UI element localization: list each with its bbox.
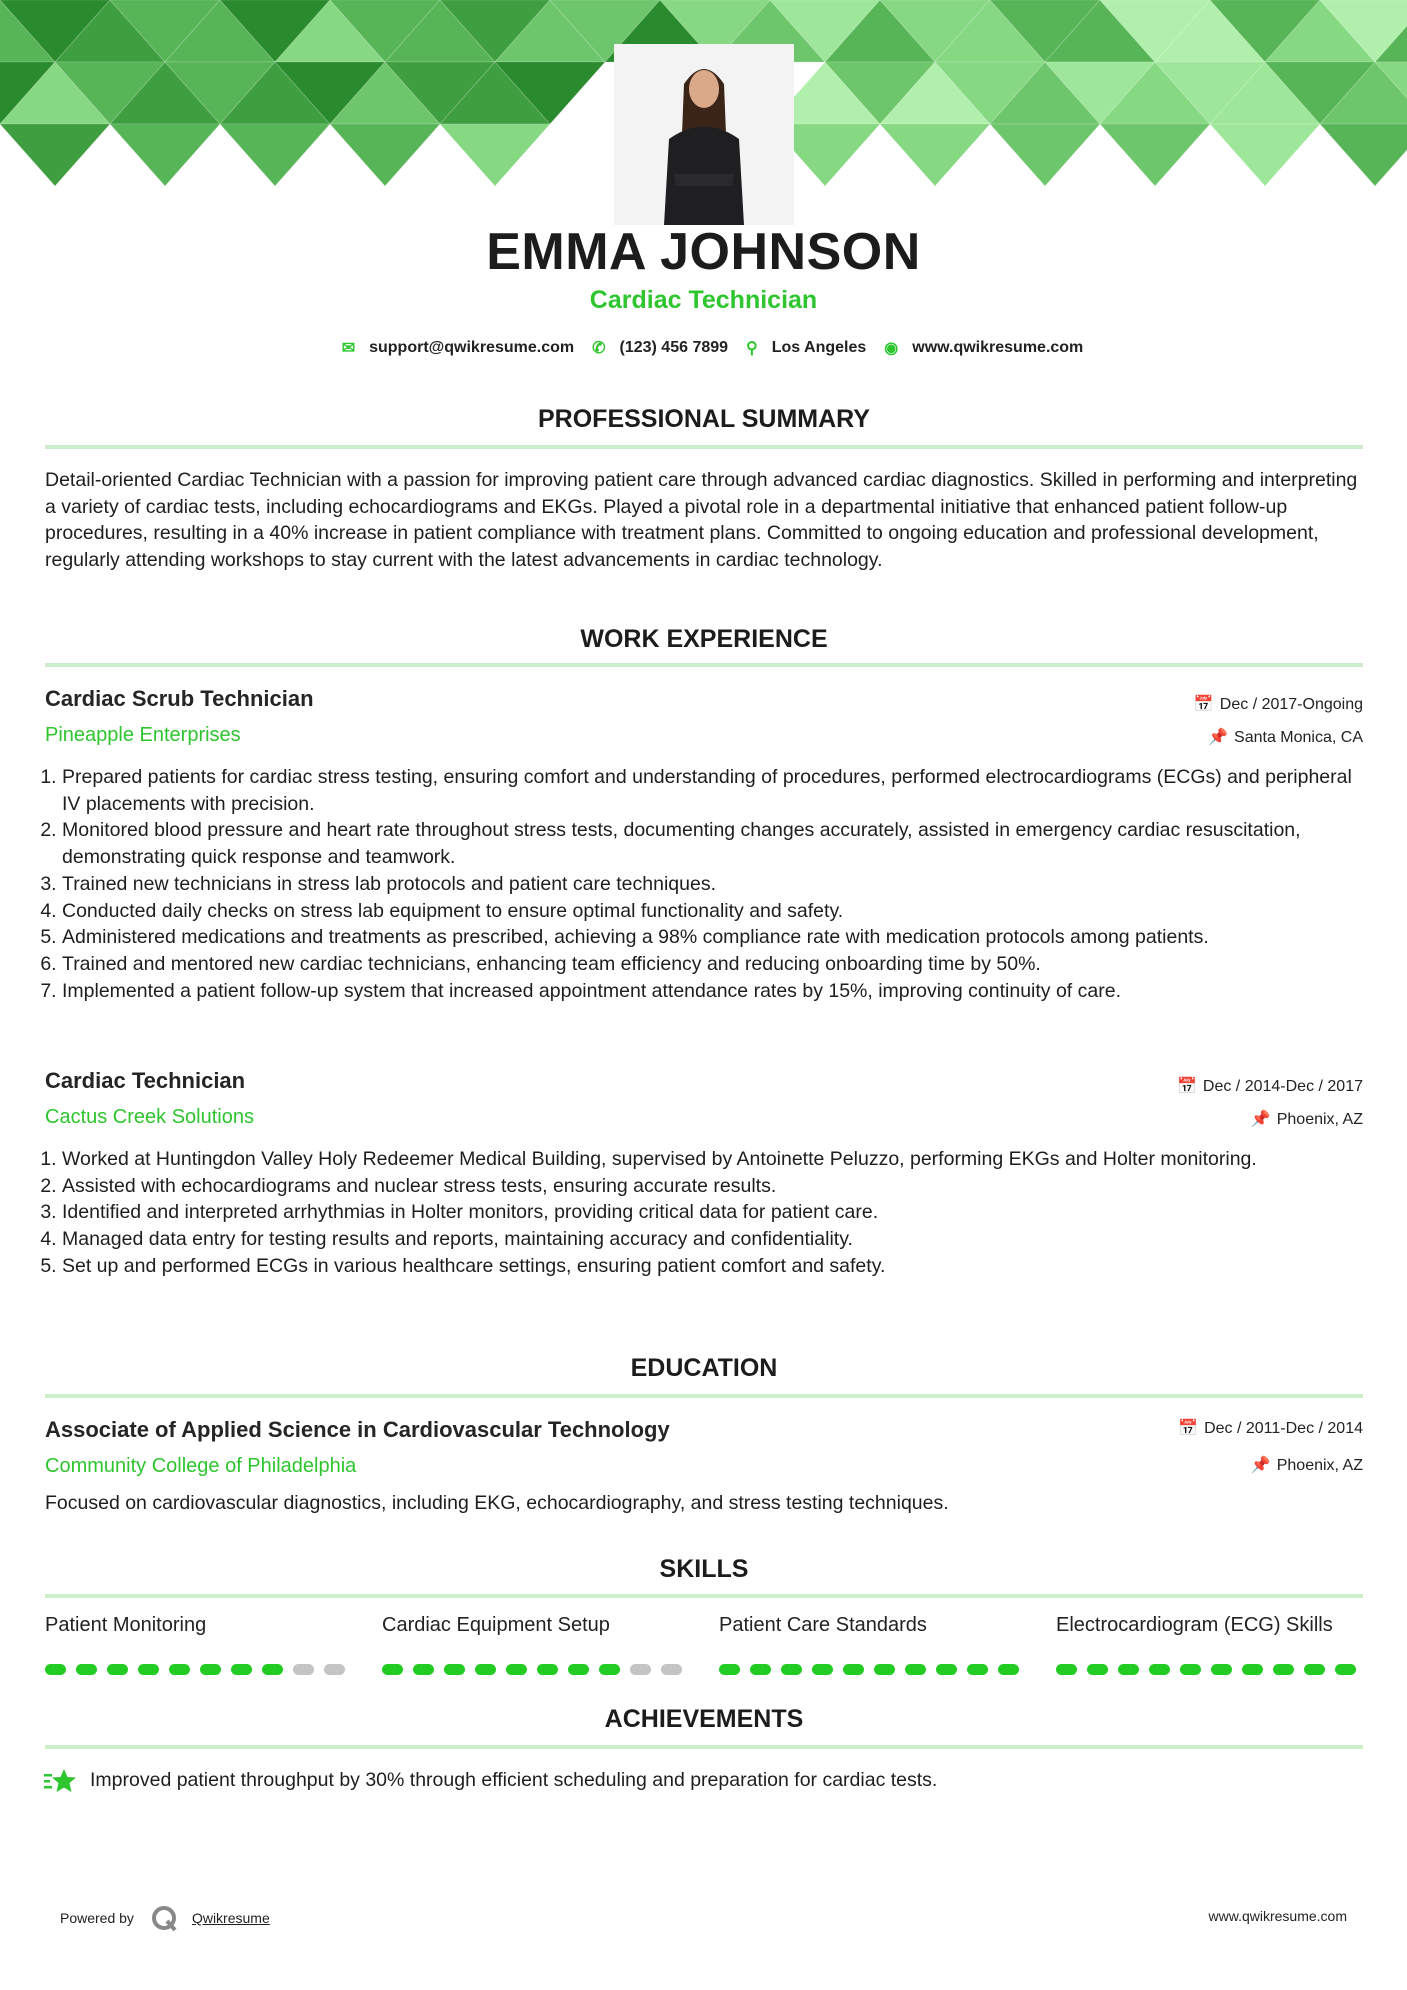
- section-title-skills: SKILLS: [659, 1555, 749, 1583]
- skill-dot-filled: [1149, 1664, 1170, 1675]
- section-title-summary: PROFESSIONAL SUMMARY: [538, 405, 870, 433]
- contact-phone: (123) 456 7899: [619, 339, 729, 356]
- skill-dot-filled: [1056, 1664, 1077, 1675]
- skill-dot-filled: [568, 1664, 589, 1675]
- duty-item: 6. Trained and mentored new cardiac technicians, enhancing team efficiency and reducing onboarding time by 50%.: [62, 951, 1368, 978]
- pushpin-icon: 📌: [1250, 1457, 1271, 1474]
- duty-item: 5. Set up and performed ECGs in various healthcare settings, ensuring patient comfort and safety.: [62, 1253, 1368, 1280]
- footer-powered-by: [60, 1904, 270, 1932]
- job-location-text: Santa Monica, CA: [1234, 729, 1363, 746]
- section-divider: [45, 1394, 1363, 1398]
- calendar-icon: 📅: [1193, 696, 1214, 713]
- pattern-triangle: [220, 124, 330, 186]
- duty-item: 4. Managed data entry for testing results and reports, maintaining accuracy and confidentiality.: [62, 1226, 1368, 1253]
- pattern-triangle: [440, 124, 550, 186]
- map-pin-icon: ⚲: [746, 340, 758, 357]
- powered-by-label: Powered by: [60, 1910, 134, 1926]
- profile-photo: [614, 44, 794, 225]
- contact-location: Los Angeles: [771, 339, 867, 356]
- skill-dot-filled: [750, 1664, 771, 1675]
- skill-dot-filled: [107, 1664, 128, 1675]
- education-location-text: Phoenix, AZ: [1276, 1457, 1363, 1474]
- duty-item: 3. Trained new technicians in stress lab protocols and patient care techniques.: [62, 871, 1368, 898]
- skill-dot-filled: [719, 1664, 740, 1675]
- job-title: Cardiac Technician: [45, 1068, 246, 1093]
- pattern-triangle: [990, 124, 1100, 186]
- skill-name: Electrocardiogram (ECG) Skills: [1056, 1614, 1333, 1636]
- skill-dot-filled: [231, 1664, 252, 1675]
- job-duties-list: [28, 1146, 1368, 1280]
- skill-dot-filled: [998, 1664, 1019, 1675]
- skill-dot-filled: [874, 1664, 895, 1675]
- pattern-triangle: [330, 124, 440, 186]
- skill-dot-filled: [475, 1664, 496, 1675]
- pattern-triangle: [110, 124, 220, 186]
- skill-dot-filled: [1242, 1664, 1263, 1675]
- education-description: Focused on cardiovascular diagnostics, including EKG, echocardiography, and stress testing techniques.: [45, 1492, 949, 1514]
- education-dates: [1178, 1418, 1363, 1438]
- calendar-icon: 📅: [1176, 1078, 1197, 1095]
- calendar-icon: 📅: [1178, 1420, 1199, 1437]
- job-location: [1208, 727, 1363, 747]
- school-name: Community College of Philadelphia: [45, 1455, 357, 1477]
- skill-dot-filled: [169, 1664, 190, 1675]
- achievement-item: Improved patient throughput by 30% through efficient scheduling and preparation for cardiac tests.: [90, 1769, 938, 1791]
- job-location-text: Phoenix, AZ: [1276, 1111, 1363, 1128]
- qwikresume-link[interactable]: Qwikresume: [191, 1910, 270, 1926]
- skill-dot-filled: [1118, 1664, 1139, 1675]
- job-title: Cardiac Scrub Technician: [45, 686, 314, 711]
- skill-dot-filled: [936, 1664, 957, 1675]
- job-dates: [1194, 694, 1363, 714]
- pattern-triangle: [880, 124, 990, 186]
- section-title-achievements: ACHIEVEMENTS: [604, 1705, 804, 1733]
- job-dates: [1177, 1076, 1363, 1096]
- footer-url[interactable]: www.qwikresume.com: [1208, 1908, 1347, 1924]
- contact-bar: [0, 338, 1407, 358]
- job-duties-list: [28, 764, 1368, 1004]
- skill-dot-filled: [200, 1664, 221, 1675]
- skill-name: Cardiac Equipment Setup: [382, 1614, 610, 1636]
- degree-title: Associate of Applied Science in Cardiovascular Technology: [45, 1417, 670, 1442]
- skill-dot-filled: [599, 1664, 620, 1675]
- job-dates-text: Dec / 2014-Dec / 2017: [1202, 1078, 1363, 1095]
- skill-dot-empty: [293, 1664, 314, 1675]
- job-company: Cactus Creek Solutions: [45, 1106, 254, 1128]
- skill-name: Patient Monitoring: [45, 1614, 207, 1636]
- pattern-triangle: [0, 124, 110, 186]
- education-dates-text: Dec / 2011-Dec / 2014: [1204, 1420, 1363, 1437]
- duty-item: 3. Identified and interpreted arrhythmias in Holter monitors, providing critical data for patient care.: [62, 1199, 1368, 1226]
- pushpin-icon: 📌: [1208, 729, 1229, 746]
- pattern-triangle: [1100, 124, 1210, 186]
- candidate-name: EMMA JOHNSON: [486, 223, 921, 281]
- section-divider: [45, 663, 1363, 667]
- skill-dot-filled: [1087, 1664, 1108, 1675]
- skill-dot-empty: [630, 1664, 651, 1675]
- job-dates-text: Dec / 2017-Ongoing: [1219, 696, 1363, 713]
- section-divider: [45, 1745, 1363, 1749]
- duty-item: 7. Implemented a patient follow-up system that increased appointment attendance rates by 15%, improving continuity of care.: [62, 978, 1368, 1005]
- skill-level-meter: [719, 1664, 1019, 1675]
- skill-dot-empty: [324, 1664, 345, 1675]
- skill-dot-filled: [967, 1664, 988, 1675]
- skill-name: Patient Care Standards: [719, 1614, 927, 1636]
- duty-item: 1. Worked at Huntingdon Valley Holy Redeemer Medical Building, supervised by Antoinette Peluzzo, performing EKGs and Holter monitoring.: [62, 1146, 1368, 1173]
- section-divider: [45, 1594, 1363, 1598]
- envelope-icon: ✉: [341, 340, 356, 357]
- duty-item: 4. Conducted daily checks on stress lab equipment to ensure optimal functionality and safety.: [62, 898, 1368, 925]
- duty-item: 5. Administered medications and treatments as prescribed, achieving a 98% compliance rate with medication protocols among patients.: [62, 924, 1368, 951]
- skill-dot-filled: [382, 1664, 403, 1675]
- duty-item: 2. Assisted with echocardiograms and nuclear stress tests, ensuring accurate results.: [62, 1173, 1368, 1200]
- skill-dot-filled: [537, 1664, 558, 1675]
- section-divider: [45, 445, 1363, 449]
- phone-icon: ✆: [592, 340, 606, 357]
- skill-dot-filled: [1180, 1664, 1201, 1675]
- skill-dot-filled: [76, 1664, 97, 1675]
- skill-dot-filled: [444, 1664, 465, 1675]
- skill-dot-filled: [905, 1664, 926, 1675]
- section-title-education: EDUCATION: [630, 1354, 778, 1382]
- skill-dot-filled: [812, 1664, 833, 1675]
- contact-website[interactable]: www.qwikresume.com: [912, 339, 1084, 356]
- skill-dot-filled: [843, 1664, 864, 1675]
- skill-dot-filled: [1304, 1664, 1325, 1675]
- skill-level-meter: [45, 1664, 345, 1675]
- skill-dot-filled: [262, 1664, 283, 1675]
- skill-dot-filled: [1273, 1664, 1294, 1675]
- candidate-title: Cardiac Technician: [589, 286, 818, 314]
- skill-dot-filled: [45, 1664, 66, 1675]
- pattern-triangle: [1320, 124, 1407, 186]
- globe-icon: ◉: [884, 340, 899, 357]
- pushpin-icon: 📌: [1250, 1111, 1271, 1128]
- skill-level-meter: [382, 1664, 682, 1675]
- contact-email[interactable]: support@qwikresume.com: [369, 339, 575, 356]
- job-company: Pineapple Enterprises: [45, 724, 241, 746]
- skill-dot-filled: [138, 1664, 159, 1675]
- education-location: [1251, 1455, 1363, 1475]
- skill-level-meter: [1056, 1664, 1356, 1675]
- duty-item: 2. Monitored blood pressure and heart rate throughout stress tests, documenting changes accurately, assisted in emergency cardiac resuscitation, demonstrating quick response and teamwork.: [62, 817, 1368, 870]
- skill-dot-filled: [506, 1664, 527, 1675]
- skill-dot-filled: [1335, 1664, 1356, 1675]
- skill-dot-filled: [413, 1664, 434, 1675]
- pattern-triangle: [1210, 124, 1320, 186]
- skill-dot-filled: [1211, 1664, 1232, 1675]
- job-location: [1251, 1109, 1363, 1129]
- star-icon: [44, 1768, 78, 1794]
- qwikresume-logo-icon: [150, 1904, 178, 1932]
- duty-item: 1. Prepared patients for cardiac stress testing, ensuring comfort and understanding of procedures, performed electrocardiograms (ECGs) and peripheral IV placements with precision.: [62, 764, 1368, 817]
- skill-dot-empty: [661, 1664, 682, 1675]
- section-title-experience: WORK EXPERIENCE: [580, 625, 828, 653]
- summary-text: Detail-oriented Cardiac Technician with a passion for improving patient care through advanced cardiac diagnostics. Skilled in performing and interpreting a variety of cardiac tests, including echocardiograms and EKGs. Played a pivotal role in a departmental initiative that enhanced patient follow-up procedures, resulting in a 40% increase in patient compliance with treatment plans. Committed to ongoing education and professional development, regularly attending workshops to stay current with the latest advancements in cardiac technology.: [45, 469, 1358, 572]
- skill-dot-filled: [781, 1664, 802, 1675]
